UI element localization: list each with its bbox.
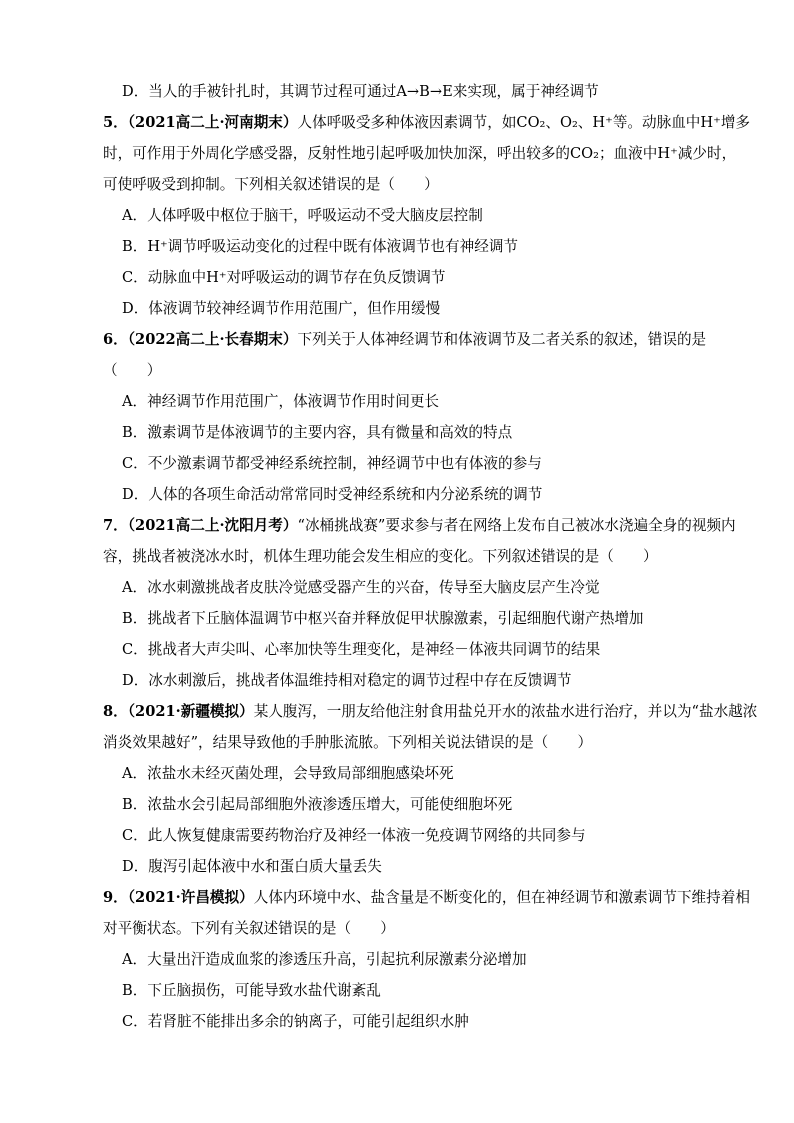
option-line: D．冰水刺激后，挑战者体温维持相对稳定的调节过程中存在反馈调节: [122, 672, 572, 689]
option-line: D．当人的手被针扎时，其调节过程可通过A→B→E来实现，属于神经调节: [122, 83, 599, 100]
question-text: 某人腹泻，一朋友给他注射食用盐兑开水的浓盐水进行治疗，并以为“盐水越浓: [253, 703, 758, 720]
question-line: [103, 113, 750, 133]
question-line: [103, 330, 706, 350]
option-line: B．激素调节是体液调节的主要内容，具有微量和高效的特点: [122, 424, 513, 441]
question-continuation: 可使呼吸受到抑制。下列相关叙述错误的是（ ）: [103, 176, 439, 193]
question-line: [103, 888, 750, 908]
question-continuation: 消炎效果越好”，结果导致他的手肿胀流脓。下列相关说法错误的是（ ）: [103, 734, 593, 751]
option-line: A．人体呼吸中枢位于脑干，呼吸运动不受大脑皮层控制: [122, 207, 483, 224]
question-line: [103, 516, 736, 536]
option-line: B．下丘脑损伤，可能导致水盐代谢紊乱: [122, 982, 381, 999]
option-line: A．神经调节作用范围广，体液调节作用时间更长: [122, 393, 440, 410]
question-continuation: （ ）: [103, 362, 162, 379]
question-source: （2022高二上·长春期末）: [127, 331, 298, 348]
question-line: [103, 702, 757, 722]
option-line: C．此人恢复健康需要药物治疗及神经一体液一免疫调节网络的共同参与: [122, 827, 586, 844]
option-line: B．挑战者下丘脑体温调节中枢兴奋并释放促甲状腺激素，引起细胞代谢产热增加: [122, 610, 644, 627]
question-number: 8．: [103, 703, 128, 720]
question-number: 5．: [103, 114, 128, 131]
option-line: B．H⁺调节呼吸运动变化的过程中既有体液调节也有神经调节: [122, 238, 519, 255]
option-line: A．冰水刺激挑战者皮肤冷觉感受器产生的兴奋，传导至大脑皮层产生冷觉: [122, 579, 600, 596]
question-text: 人体呼吸受多种体液因素调节，如CO₂、O₂、H⁺等。动脉血中H⁺增多: [297, 114, 751, 131]
option-line: D．人体的各项生命活动常常同时受神经系统和内分泌系统的调节: [122, 486, 543, 503]
question-text: 人体内环境中水、盐含量是不断变化的，但在神经调节和激素调节下维持着相: [253, 889, 750, 906]
question-number: 7．: [103, 517, 128, 534]
option-line: D．体液调节较神经调节作用范围广，但作用缓慢: [122, 300, 441, 317]
question-text: “冰桶挑战赛”要求参与者在网络上发布自己被冰水浇遍全身的视频内: [297, 517, 736, 534]
question-continuation: 容，挑战者被浇冰水时，机体生理功能会发生相应的变化。下列叙述错误的是（ ）: [103, 548, 658, 565]
option-line: C．若肾脏不能排出多余的钠离子，可能引起组织水肿: [122, 1013, 469, 1030]
option-line: A．大量出汗造成血浆的渗透压升高，引起抗利尿激素分泌增加: [122, 951, 527, 968]
option-line: C．动脉血中H⁺对呼吸运动的调节存在负反馈调节: [122, 269, 446, 286]
option-line: B．浓盐水会引起局部细胞外液渗透压增大，可能使细胞坏死: [122, 796, 513, 813]
question-source: （2021·新疆模拟）: [127, 703, 254, 720]
option-line: A．浓盐水未经灭菌处理，会导致局部细胞感染坏死: [122, 765, 454, 782]
question-source: （2021·许昌模拟）: [127, 889, 254, 906]
question-source: （2021高二上·沈阳月考）: [127, 517, 298, 534]
question-number: 9．: [103, 889, 128, 906]
question-number: 6．: [103, 331, 128, 348]
option-line: D．腹泻引起体液中水和蛋白质大量丢失: [122, 858, 382, 875]
question-continuation: 对平衡状态。下列有关叙述错误的是（ ）: [103, 920, 395, 937]
question-text: 下列关于人体神经调节和体液调节及二者关系的叙述，错误的是: [297, 331, 707, 348]
option-line: C．挑战者大声尖叫、心率加快等生理变化，是神经－体液共同调节的结果: [122, 641, 601, 658]
question-source: （2021高二上·河南期末）: [127, 114, 298, 131]
option-line: C．不少激素调节都受神经系统控制，神经调节中也有体液的参与: [122, 455, 542, 472]
question-continuation: 时，可作用于外周化学感受器，反射性地引起呼吸加快加深，呼出较多的CO₂；血液中H⁺减少时，: [103, 145, 737, 162]
